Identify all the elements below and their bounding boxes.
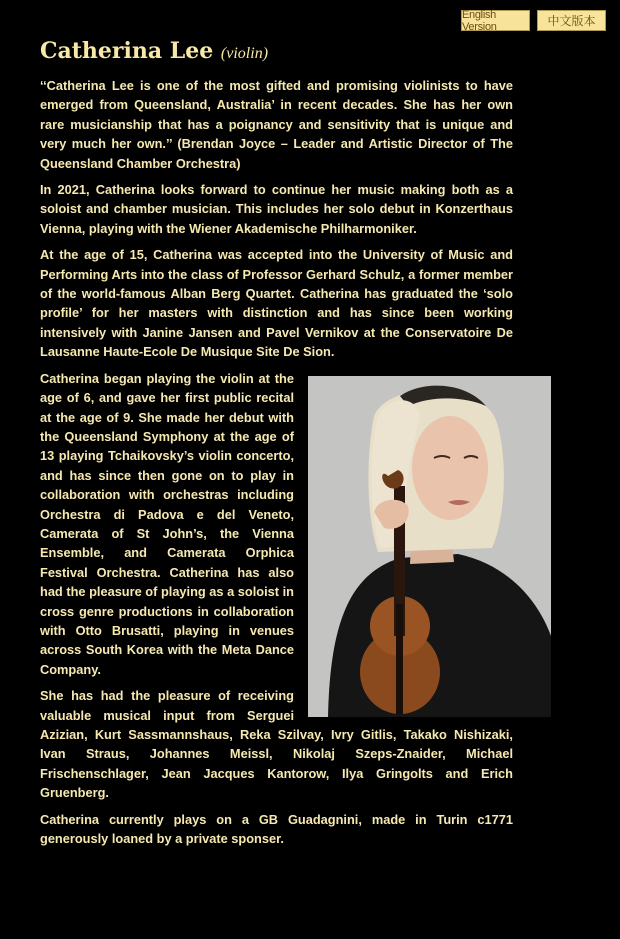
artist-photo xyxy=(308,376,551,717)
artist-name: Catherina Lee xyxy=(40,38,214,64)
english-version-button[interactable]: English Version xyxy=(461,10,530,31)
bio-paragraph-education: At the age of 15, Catherina was accepted into the University of Music and Performing Arts into the class of Professor Gerhard Schulz, a former member of the world-famous Alban Berg Quartet. Catherina has graduated the ‘solo profile’ for her masters with distinction and has since been working intensively with Janine Jansen and Pavel Vernikov at the Conservatoire De Lausanne Haute-Ecole De Musique Site De Sion. xyxy=(40,247,513,360)
chinese-version-button[interactable]: 中文版本 xyxy=(537,10,606,31)
bio-quote-paragraph: ‘‘Catherina Lee is one of the most gifted and promising violinists to have emerged from Queensland, Australia’ in recent decades. She has her own rare musicianship that has a poignancy and sensitivity that is unique and very much her own.’’ (Brendan Joyce – Leader and Artistic Director of The Queensland Chamber Orchestra) xyxy=(40,78,513,171)
biography xyxy=(40,76,513,855)
page-title xyxy=(40,38,268,64)
bio-paragraph-career: Catherina began playing the violin at the age of 6, and gave her first public recital at the age of 9. She made her debut with the Queensland Symphony at the age of 13 playing Tchaikovsky’s violin concerto, and has since then gone on to play in collaboration with orchestras including Orchestra di Padova e del Veneto, Camerata of St John’s, the Vienna Ensemble, and Camerata Orphica Festival Orchestra. Catherina has also had the pleasure of playing as a soloist in cross genre productions in collaboration with Otto Brusatti, playing in venues across South Korea with the Meta Dance Company. xyxy=(40,370,294,677)
violinist-portrait-image xyxy=(308,376,551,717)
bio-paragraph-mentors: She has had the pleasure of receiving valuable musical input from Serguei Azizian, Kurt Sassmannshaus, Reka Szilvay, Ivry Gitlis, Takako Nishizaki, Ivan Straus, Johannes Meissl, Nikolaj Szeps-Znaider, Michael Frischenschlager, Jean Jacques Kantorow, Ilya Gringolts and Erich Gruenberg. xyxy=(40,688,513,801)
instrument-label: (violin) xyxy=(220,45,269,62)
bio-paragraph-2021: In 2021, Catherina looks forward to continue her music making both as a soloist and chamber musician. This includes her solo debut in Konzerthaus Vienna, playing with the Wiener Akademische Philharmoniker. xyxy=(40,182,513,236)
bio-paragraph-instrument: Catherina currently plays on a GB Guadagnini, made in Turin c1771 generously loaned by a private sponser. xyxy=(40,811,513,847)
